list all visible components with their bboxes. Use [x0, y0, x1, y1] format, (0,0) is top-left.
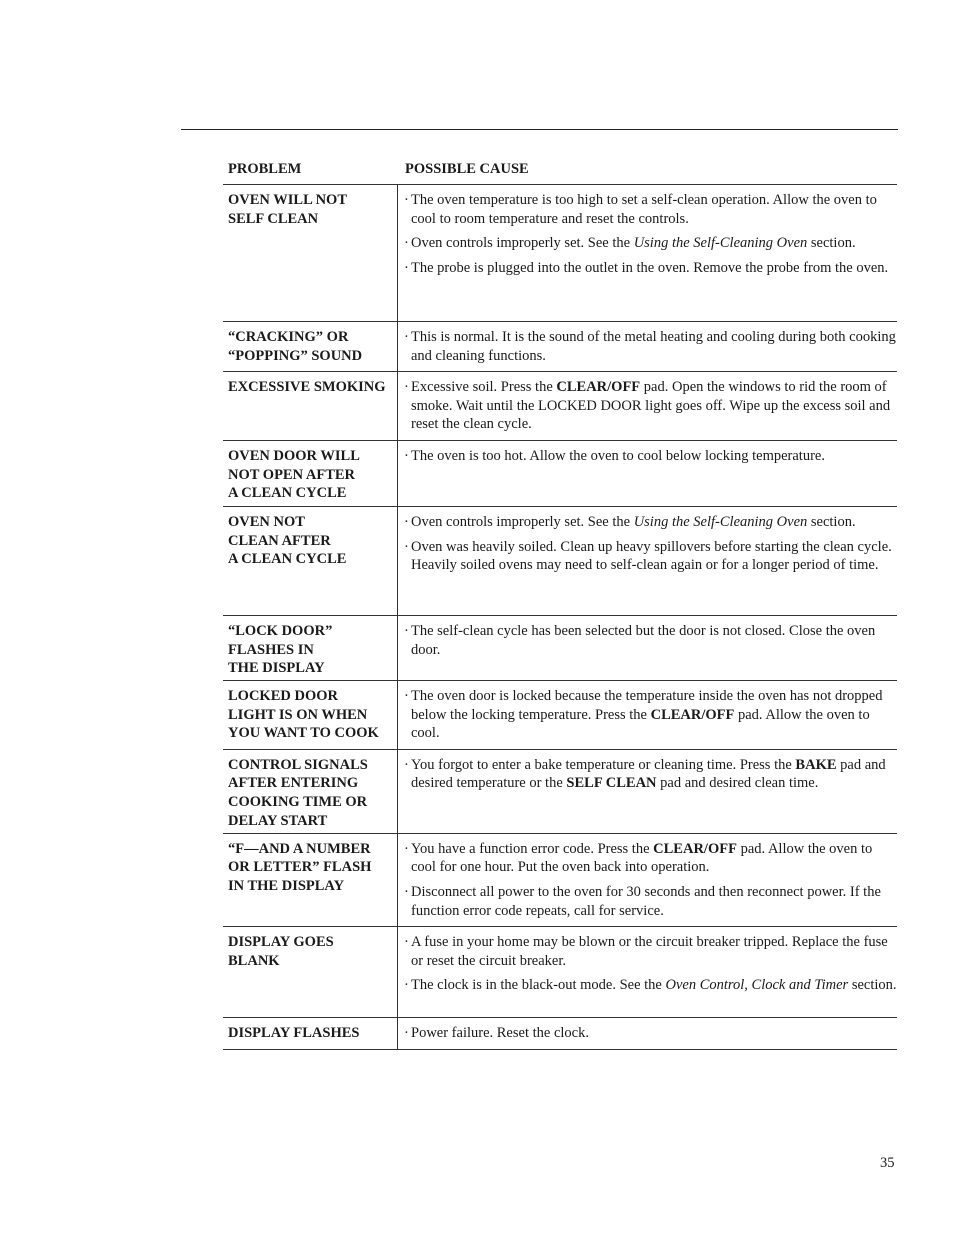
cause-text-segment: This is normal. It is the sound of the metal heating and cooling during both cooking and cleaning functions.: [411, 329, 896, 364]
page-number: 35: [880, 1155, 895, 1171]
table-row: [223, 834, 897, 927]
cause-text-segment: section.: [807, 513, 856, 530]
pad-name: BAKE: [795, 756, 837, 773]
table-row: [223, 372, 897, 441]
bullet-mark: ·: [404, 235, 409, 252]
cause-text-segment: Excessive soil. Press the: [411, 379, 557, 396]
bullet-mark: ·: [404, 622, 409, 639]
cause-text-segment: pad. Allow the oven to cool.: [411, 706, 870, 742]
cause-item: [404, 976, 897, 995]
bullet-mark: ·: [404, 329, 409, 345]
bullet-mark: ·: [404, 756, 409, 773]
pad-name: CLEAR/OFF: [556, 379, 641, 396]
troubleshooting-table: [223, 158, 897, 1050]
cause-cell: [398, 927, 897, 1017]
header-problem: PROBLEM: [228, 161, 302, 177]
cause-text: [411, 447, 897, 466]
cause-text-segment: Oven controls improperly set. See the: [411, 235, 634, 252]
bullet-mark: ·: [404, 538, 409, 555]
cause-text-segment: section.: [848, 977, 897, 994]
bullet-mark: ·: [404, 447, 409, 464]
problem-cell: “LOCK DOOR” FLASHES IN THE DISPLAY: [223, 616, 398, 680]
cause-cell: [398, 834, 897, 926]
problem-cell: DISPLAY FLASHES: [223, 1018, 398, 1049]
pad-name: CLEAR/OFF: [653, 840, 737, 857]
section-reference: Using the Self-Cleaning Oven: [633, 235, 808, 252]
cause-text: [411, 538, 897, 575]
table-row: [223, 441, 897, 507]
problem-cell: OVEN NOT CLEAN AFTER A CLEAN CYCLE: [223, 507, 398, 615]
problem-cell: OVEN DOOR WILL NOT OPEN AFTER A CLEAN CYCLE: [223, 441, 398, 506]
cause-text-segment: pad and desired clean time.: [656, 775, 819, 792]
bullet-mark: ·: [404, 840, 409, 857]
bullet-mark: ·: [404, 934, 409, 951]
problem-cell: CONTROL SIGNALS AFTER ENTERING COOKING TIME OR DELAY START: [223, 750, 398, 833]
cause-item: [404, 622, 897, 659]
cause-cell: [398, 681, 897, 749]
cause-text-segment: section.: [807, 235, 856, 252]
cause-item: [404, 328, 897, 365]
cause-text-segment: pad and desired temperature or the: [411, 756, 886, 792]
cause-item: [404, 1024, 897, 1043]
table-row: [223, 750, 897, 834]
cause-text: [411, 234, 897, 253]
bullet-mark: ·: [404, 1025, 409, 1042]
cause-item: [404, 756, 897, 793]
bullet-mark: ·: [404, 883, 409, 900]
cause-text: [411, 622, 897, 659]
bullet-mark: ·: [404, 192, 409, 208]
table-row: [223, 507, 897, 616]
cause-text: [411, 756, 897, 793]
problem-cell: LOCKED DOOR LIGHT IS ON WHEN YOU WANT TO COOK: [223, 681, 398, 749]
top-rule: [181, 129, 898, 130]
cause-text-segment: Oven was heavily soiled. Clean up heavy spillovers before starting the clean cycle. Heavily soiled ovens may need to self-clean again or for a longer period of time.: [411, 538, 892, 574]
cause-item: [404, 234, 897, 253]
cause-text-segment: The probe is plugged into the outlet in the oven. Remove the probe from the oven.: [411, 259, 889, 276]
cause-text-segment: The self-clean cycle has been selected but the door is not closed. Close the oven door.: [411, 622, 876, 658]
problem-cell: EXCESSIVE SMOKING: [223, 372, 398, 440]
cause-text: [411, 883, 897, 920]
cause-text-segment: The oven door is locked because the temperature inside the oven has not dropped below the locking temperature. Press the: [411, 687, 883, 723]
cause-item: [404, 538, 897, 575]
cause-text: [411, 933, 897, 970]
cause-text-segment: pad. Allow the oven to cool for one hour. Put the oven back into operation.: [411, 840, 873, 876]
table-body: [223, 185, 897, 1050]
cause-text: [411, 378, 897, 434]
cause-cell: [398, 322, 897, 371]
cause-text-segment: The oven temperature is too high to set a self-clean operation. Allow the oven to cool to room temperature and reset the controls.: [411, 192, 877, 227]
section-reference: Oven Control, Clock and Timer: [665, 977, 849, 994]
cause-cell: [398, 185, 897, 321]
cause-text-segment: Disconnect all power to the oven for 30 seconds and then reconnect power. If the function error code repeats, call for service.: [411, 883, 881, 919]
bullet-mark: ·: [404, 687, 409, 704]
cause-item: [404, 378, 897, 434]
cause-item: [404, 883, 897, 920]
section-reference: Using the Self-Cleaning Oven: [633, 513, 808, 530]
bullet-mark: ·: [404, 379, 409, 396]
cause-text-segment: The oven is too hot. Allow the oven to cool below locking temperature.: [411, 447, 825, 464]
table-row: [223, 185, 897, 322]
cause-cell: [398, 441, 897, 506]
table-row: [223, 927, 897, 1018]
problem-cell: “CRACKING” OR “POPPING” SOUND: [223, 322, 398, 371]
cause-item: [404, 447, 897, 466]
cause-text-segment: The clock is in the black-out mode. See the: [411, 977, 666, 994]
cause-text: [411, 513, 897, 532]
cause-item: [404, 687, 897, 743]
cause-text: [411, 1024, 897, 1043]
table-row: [223, 1018, 897, 1050]
cause-cell: [398, 507, 897, 615]
cause-text-segment: You have a function error code. Press the: [411, 840, 654, 857]
cause-item: [404, 933, 897, 970]
cause-cell: [398, 1018, 897, 1049]
pad-name: SELF CLEAN: [566, 775, 657, 792]
bullet-mark: ·: [404, 513, 409, 530]
cause-item: [404, 840, 897, 877]
bullet-mark: ·: [404, 259, 409, 276]
table-header: [223, 158, 897, 185]
cause-text: [411, 840, 897, 877]
table-row: [223, 322, 897, 372]
cause-cell: [398, 372, 897, 440]
problem-cell: OVEN WILL NOT SELF CLEAN: [223, 185, 398, 321]
cause-text: [411, 259, 897, 278]
cause-text-segment: You forgot to enter a bake temperature or cleaning time. Press the: [411, 756, 796, 773]
cause-text: [411, 191, 897, 228]
cause-text-segment: Power failure. Reset the clock.: [411, 1025, 589, 1042]
cause-item: [404, 191, 897, 228]
cause-cell: [398, 750, 897, 833]
cause-text-segment: Oven controls improperly set. See the: [411, 513, 634, 530]
cause-text-segment: A fuse in your home may be blown or the circuit breaker tripped. Replace the fuse or reset the circuit breaker.: [411, 934, 888, 969]
cause-cell: [398, 616, 897, 680]
cause-text: [411, 687, 897, 743]
cause-text-segment: pad. Open the windows to rid the room of smoke. Wait until the LOCKED DOOR light goes off. Wipe up the excess soil and reset the clean cycle.: [411, 379, 891, 433]
cause-item: [404, 513, 897, 532]
header-possible-cause: POSSIBLE CAUSE: [405, 161, 529, 177]
cause-text: [411, 976, 897, 995]
table-row: [223, 616, 897, 681]
pad-name: CLEAR/OFF: [650, 706, 735, 723]
cause-item: [404, 259, 897, 278]
problem-cell: DISPLAY GOES BLANK: [223, 927, 398, 1017]
table-row: [223, 681, 897, 750]
bullet-mark: ·: [404, 977, 409, 994]
problem-cell: “F—AND A NUMBER OR LETTER” FLASH IN THE DISPLAY: [223, 834, 398, 926]
cause-text: [411, 328, 897, 365]
